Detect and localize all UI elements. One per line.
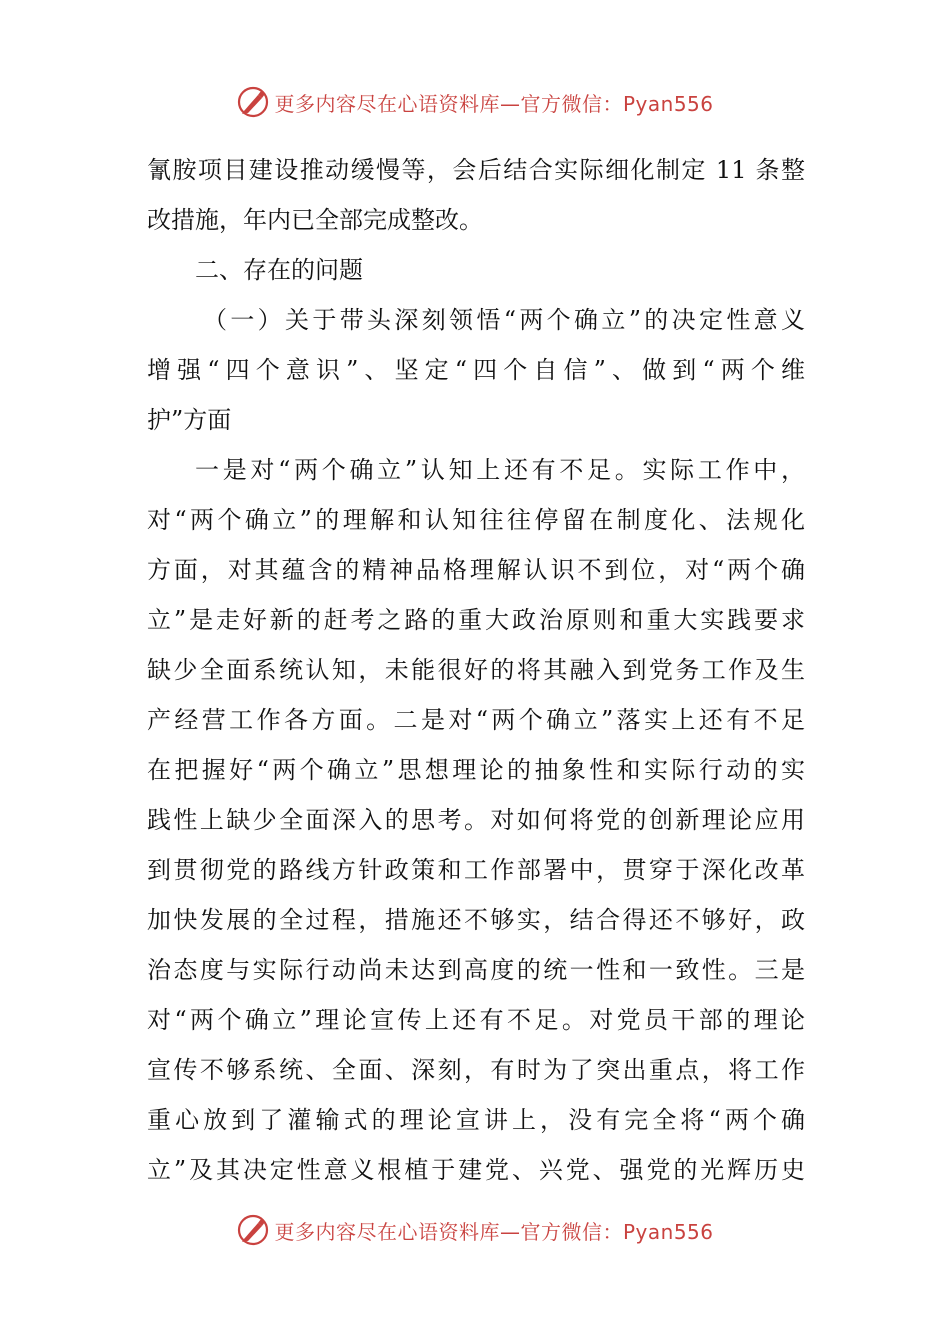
paragraph-line: 在把握好“两个确立”思想理论的抽象性和实际行动的实	[147, 756, 805, 784]
watermark-text	[274, 88, 713, 117]
section-heading: 二、存在的问题	[195, 256, 363, 284]
watermark-account-label: 官方微信：	[520, 1219, 623, 1244]
paragraph-line: 重心放到了灌输式的理论宣讲上，没有完全将“两个确	[147, 1106, 805, 1134]
watermark-account-id: Pyan556	[622, 91, 714, 116]
body-line: 氰胺项目建设推动缓慢等，会后结合实际细化制定 11 条整	[147, 156, 805, 184]
watermark-separator: —	[499, 91, 521, 116]
subsection-heading-line: 增强“四个意识”、坚定“四个自信”、做到“两个维	[147, 356, 805, 384]
watermark-account-label: 官方微信：	[520, 91, 623, 116]
paragraph-line: 到贯彻党的路线方针政策和工作部署中，贯穿于深化改革	[147, 856, 805, 884]
watermark-main-text: 更多内容尽在心语资料库	[274, 1219, 500, 1244]
watermark-main-text: 更多内容尽在心语资料库	[274, 91, 500, 116]
paragraph-line: 方面，对其蕴含的精神品格理解认识不到位，对“两个确	[147, 556, 805, 584]
pen-logo-icon	[236, 85, 270, 119]
subsection-heading: （一）关于带头深刻领悟“两个确立”的决定性意义	[203, 306, 805, 334]
document-body	[147, 145, 805, 1195]
footer-watermark	[0, 1210, 950, 1250]
paragraph-line: 宣传不够系统、全面、深刻，有时为了突出重点，将工作	[147, 1056, 805, 1084]
watermark-separator: —	[499, 1219, 521, 1244]
pen-logo-icon	[236, 1213, 270, 1247]
paragraph-line: 产经营工作各方面。二是对“两个确立”落实上还有不足	[147, 706, 805, 734]
watermark-text	[274, 1216, 713, 1245]
paragraph-line: 对“两个确立”的理解和认知往往停留在制度化、法规化	[147, 506, 805, 534]
subsection-heading-line: 护”方面	[147, 406, 232, 434]
paragraph-line: 立”及其决定性意义根植于建党、兴党、强党的光辉历史	[147, 1156, 805, 1184]
paragraph-line: 缺少全面系统认知，未能很好的将其融入到党务工作及生	[147, 656, 805, 684]
header-watermark	[0, 82, 950, 122]
paragraph-line: 对“两个确立”理论宣传上还有不足。对党员干部的理论	[147, 1006, 805, 1034]
body-line: 改措施，年内已全部完成整改。	[147, 206, 483, 234]
paragraph-line: 立”是走好新的赶考之路的重大政治原则和重大实践要求	[147, 606, 805, 634]
paragraph-line: 加快发展的全过程，措施还不够实，结合得还不够好，政	[147, 906, 805, 934]
paragraph-line: 治态度与实际行动尚未达到高度的统一性和一致性。三是	[147, 956, 805, 984]
paragraph-line: 践性上缺少全面深入的思考。对如何将党的创新理论应用	[147, 806, 805, 834]
watermark-account-id: Pyan556	[622, 1219, 714, 1244]
paragraph-line: 一是对“两个确立”认知上还有不足。实际工作中，	[195, 456, 805, 484]
